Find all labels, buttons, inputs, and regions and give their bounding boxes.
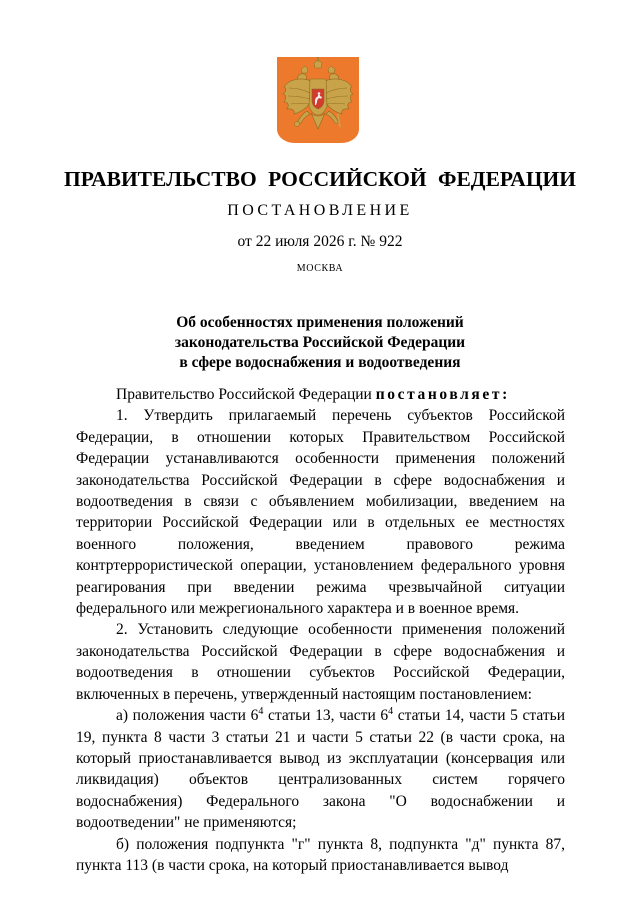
subparagraph-a-text: статьи 13, части 6 xyxy=(263,707,389,725)
title-line: законодательства Российской Федерации xyxy=(174,334,466,351)
document-date-number: от 22 июля 2026 г. № 922 xyxy=(237,233,403,250)
subparagraph-a-text: а) положения части 6 xyxy=(116,707,259,725)
paragraph-2: 2. Установить следующие особенности применения положений законодательства Российской Федерации в сфере водоснабжения и водоотведения в отношении субъектов Российской Федерации, включенных в перечень, утвержденный настоящим постановлением: xyxy=(76,621,565,703)
decrees-word: постановляет: xyxy=(375,386,510,403)
document-city: МОСКВА xyxy=(296,263,344,274)
paragraph-1: 1. Утвердить прилагаемый перечень субъектов Российской Федерации, в отношении которых Правительством Российской Федерации устанавливаются особенности применения положений законодательства Российской Федерации в сфере водоснабжения и водоотведения в связи с объявлением мобилизации, введением на территории Российской Федерации или в отдельных ее местностях военного положения, введением правового режима контртеррористической операции, установлением федерального уровня реагирования при введении режима чрезвычайной ситуации федерального или межрегионального характера и в военное время. xyxy=(76,407,565,618)
title-line: Об особенностях применения положений xyxy=(176,314,464,331)
subparagraph-b: б) положения подпункта "г" пункта 8, подпункта "д" пункта 87, пункта 113 (в части срока, на который приостанавливается вывод xyxy=(76,835,565,874)
document-body xyxy=(76,384,565,876)
subparagraph-a xyxy=(76,705,565,833)
title-line: в сфере водоснабжения и водоотведения xyxy=(179,354,461,371)
russian-coat-of-arms-icon xyxy=(277,57,359,143)
superscript: 4 xyxy=(258,706,264,718)
superscript: 4 xyxy=(388,706,394,718)
document-title xyxy=(0,313,640,373)
intro-paragraph xyxy=(76,384,565,405)
government-name: ПРАВИТЕЛЬСТВО РОССИЙСКОЙ ФЕДЕРАЦИИ xyxy=(63,167,576,191)
intro-text: Правительство Российской Федерации xyxy=(116,386,376,403)
document-type: ПОСТАНОВЛЕНИЕ xyxy=(227,202,413,219)
subparagraph-a-text: статьи 14, части 5 статьи 19, пункта 8 части 3 статьи 21 и части 5 статьи 22 (в части срока, на который приостанавливается вывод из эксплуатации (консервация или ликвидация) объектов централизованных систем горячего водоснабжения) Федерального закона "О водоснабжении и водоотведении" не применяются; xyxy=(76,707,565,832)
